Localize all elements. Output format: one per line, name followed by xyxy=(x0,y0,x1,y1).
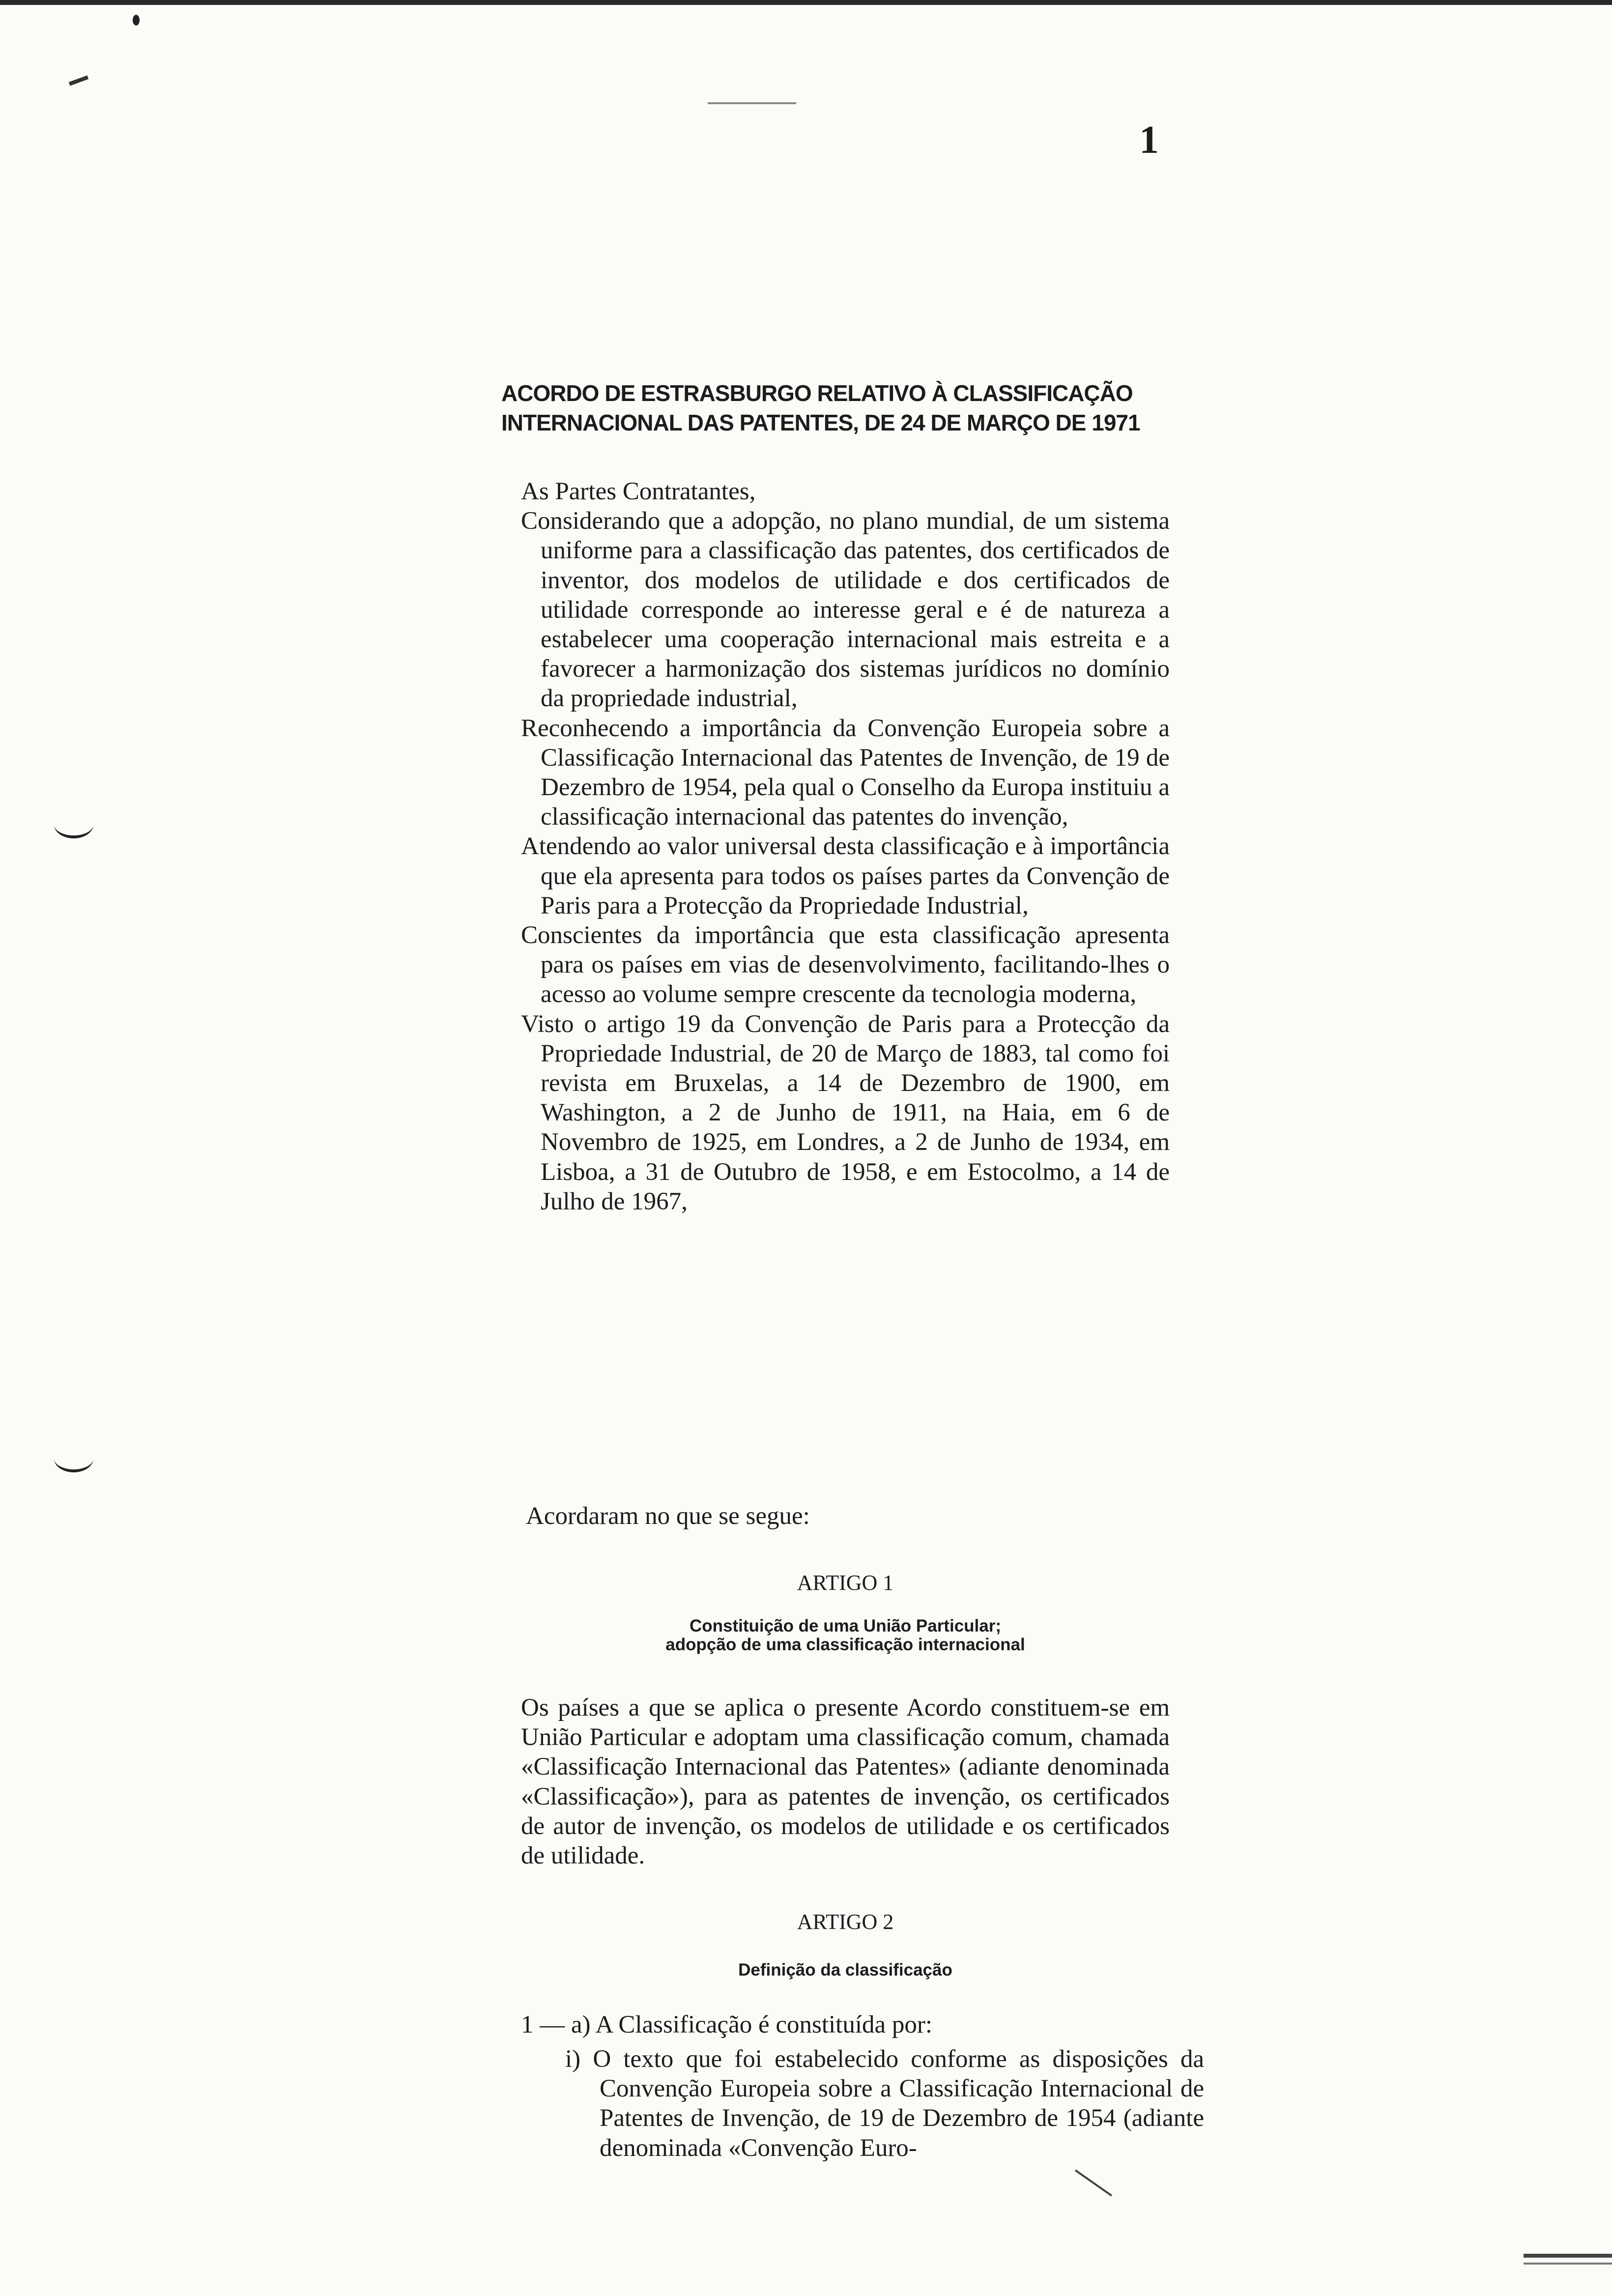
article-2-subtitle: Definição da classificação xyxy=(738,1960,952,1980)
article-1-body: Os países a que se aplica o presente Acordo constituem-se em União Particular e adoptam uma classificação comum, chamada «Classificação Internacional das Patentes» (adiante denominada «Classificação»), para as patentes de invenção, os certificados de autor de invenção, os modelos de utilidade e os certificados de utilidade. xyxy=(521,1694,1170,1870)
preamble-clause: Reconhecendo a importância da Convenção Europeia sobre a Classificação Internacional das Patentes de Invenção, de 19 de Dezembro de 1954, pela qual o Conselho da Europa instituiu a classificação internacional das patentes do invenção, xyxy=(521,714,1170,831)
agreement-title xyxy=(501,378,1170,437)
article-2-subpoint: i) O texto que foi estabelecido conforme as disposições da Convenção Europeia sobre a Classificação Internacional de Patentes de Invenção, de 19 de Dezembro de 1954 (adiante denominada «Convenção Euro- xyxy=(565,2045,1204,2162)
scan-speck xyxy=(69,75,88,86)
punch-hole-mark xyxy=(54,1445,93,1472)
preamble-clause: Atendendo ao valor universal desta classificação e à importância que ela apresenta para todos os países partes da Convenção de Paris para a Protecção da Propriedade Industrial, xyxy=(521,832,1170,919)
preamble-clause: Visto o artigo 19 da Convenção de Paris para a Protecção da Propriedade Industrial, de 20 de Março de 1883, tal como foi revista em Bruxelas, a 14 de Dezembro de 1900, em Washington, a 2 de Junho de 1911, na Haia, em 6 de Novembro de 1925, em Londres, a 2 de Junho de 1934, em Lisboa, a 31 de Outubro de 1958, e em Estocolmo, a 14 de Julho de 1967, xyxy=(521,1010,1170,1215)
page-number: 1 xyxy=(1139,118,1159,162)
preamble xyxy=(521,477,1170,1216)
scan-speck xyxy=(1524,2263,1612,2265)
preamble-clause: Considerando que a adopção, no plano mundial, de um sistema uniforme para a classificação das patentes, dos certificados de inventor, dos modelos de utilidade e dos certificados de utilidade corresponde ao interesse geral e é de natureza a estabelecer uma cooperação internacional mais estreita e a favorecer a harmonização dos sistemas jurídicos no domínio da propriedade industrial, xyxy=(521,507,1170,713)
parties-line: As Partes Contratantes, xyxy=(521,478,756,505)
scan-speck xyxy=(708,102,796,104)
article-1-subtitle-line-1: Constituição de uma União Particular; xyxy=(690,1616,1001,1636)
article-2-heading: ARTIGO 2 xyxy=(797,1910,894,1934)
title-line-1: ACORDO DE ESTRASBURGO RELATIVO À CLASSIFICAÇÃO xyxy=(501,380,1133,406)
article-2-point: 1 — a) A Classificação é constituída por: xyxy=(521,2011,933,2038)
punch-hole-mark xyxy=(54,811,93,838)
scan-speck xyxy=(1075,2170,1112,2197)
title-line-2: INTERNACIONAL DAS PATENTES, DE 24 DE MARÇO DE 1971 xyxy=(501,410,1140,435)
article-1-heading: ARTIGO 1 xyxy=(797,1571,894,1595)
article-1-subtitle xyxy=(521,1617,1170,1654)
scan-speck xyxy=(133,15,140,26)
agreed-line: Acordaram no que se segue: xyxy=(526,1502,810,1530)
scan-speck xyxy=(1524,2254,1612,2258)
article-1-subtitle-line-2: adopção de uma classificação internacional xyxy=(665,1635,1025,1654)
preamble-clause: Conscientes da importância que esta classificação apresenta para os países em vias de desenvolvimento, facilitando-lhes o acesso ao volume sempre crescente da tecnologia moderna, xyxy=(521,921,1170,1008)
top-edge-line xyxy=(0,0,1612,5)
